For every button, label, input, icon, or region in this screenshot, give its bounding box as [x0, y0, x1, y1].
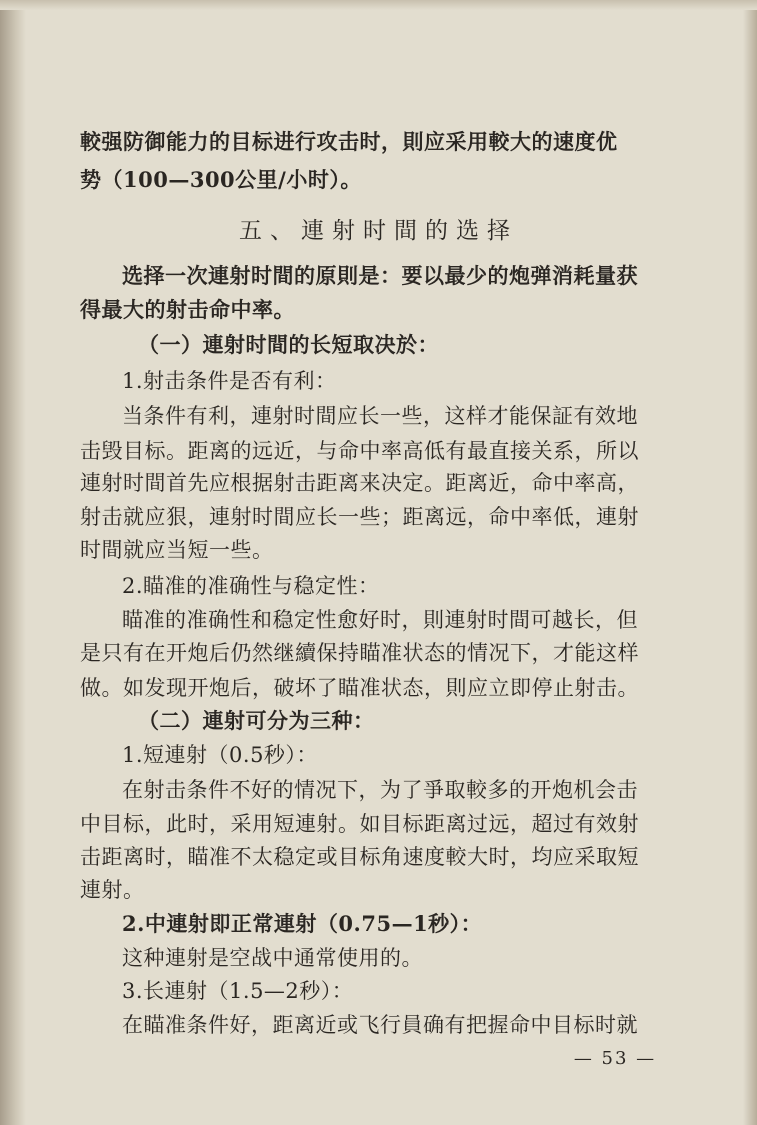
- text-line: 射击就应狠，連射时間应长一些；距离远，命中率低，連射: [80, 505, 639, 529]
- text-line: 击距离时，瞄准不太稳定或目标角速度較大时，均应采取短: [80, 845, 639, 869]
- item-title: 1.短連射（0.5秒）：: [122, 743, 318, 767]
- text-line: 势（100—300公里/小时）。: [80, 167, 362, 192]
- section-heading: 五、連射时間的选择: [239, 218, 518, 244]
- text-line: 較强防御能力的目标进行攻击时，則应采用較大的速度优: [80, 129, 618, 154]
- text-line: 瞄准的准确性和稳定性愈好时，則連射时間可越长，但: [122, 608, 638, 632]
- text-line: 在射击条件不好的情况下，为了爭取較多的开炮机会击: [122, 778, 638, 802]
- item-title: 1.射击条件是否有利：: [122, 369, 337, 393]
- text-line: 击毁目标。距离的远近，与命中率高低有最直接关系，所以: [80, 439, 639, 463]
- page-number: — 53 —: [573, 1048, 657, 1069]
- page-edge-shadow: [743, 0, 757, 1125]
- text-line: 在瞄准条件好，距离近或飞行員确有把握命中目标时就: [122, 1013, 638, 1037]
- text-line: 做。如发现开炮后，破坏了瞄准状态，則应立即停止射击。: [80, 676, 639, 700]
- text-line: 得最大的射击命中率。: [80, 297, 295, 322]
- item-title: 2.瞄准的准确性与稳定性：: [122, 574, 380, 598]
- item-title: 3.长連射（1.5—2秒）：: [122, 979, 354, 1003]
- text-line: 連射时間首先应根据射击距离来决定。距离近，命中率高，: [80, 471, 639, 495]
- text-line: 連射。: [80, 878, 145, 902]
- item-title: 2.中連射即正常連射（0.75—1秒）：: [122, 911, 483, 936]
- subsection-title: （二）連射可分为三种：: [138, 708, 375, 733]
- text-line: 当条件有利，連射时間应长一些，这样才能保証有效地: [122, 404, 638, 428]
- text-line: 时間就应当短一些。: [80, 538, 274, 562]
- text-line: 中目标，此时，采用短連射。如目标距离过远，超过有效射: [80, 812, 639, 836]
- text-line: 是只有在开炮后仍然继續保持瞄准状态的情况下，才能这样: [80, 641, 639, 665]
- text-line: 选择一次連射时間的原則是：要以最少的炮弹消耗量获: [122, 263, 638, 288]
- subsection-title: （一）連射时間的长短取决於：: [138, 332, 439, 357]
- page-top-edge: [0, 0, 757, 10]
- text-line: 这种連射是空战中通常使用的。: [122, 946, 423, 970]
- page-spine-shadow: [0, 0, 26, 1125]
